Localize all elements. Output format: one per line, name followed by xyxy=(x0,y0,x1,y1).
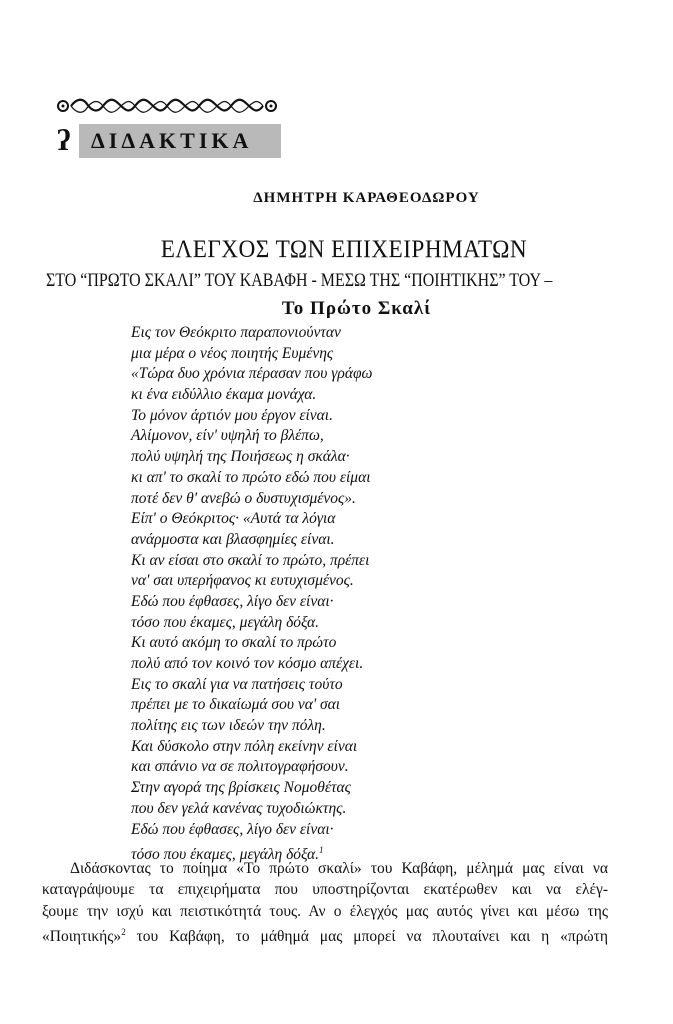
poem-line xyxy=(131,426,372,447)
poem-line-text: Είπ' ο Θεόκριτος· «Αυτά τα λόγια xyxy=(131,510,336,528)
poem-line xyxy=(131,654,372,675)
poem-line-text: ανάρμοστα και βλασφημίες είναι. xyxy=(131,530,335,548)
poem-line-text: να' σαι υπερήφανος κι ευτυχισμένος. xyxy=(131,572,354,590)
poem-line xyxy=(131,385,372,406)
poem-line xyxy=(131,613,372,634)
poem-line-text: «Τώρα δυο χρόνια πέρασαν που γράφω xyxy=(131,365,373,383)
poem-line xyxy=(131,695,372,716)
decorative-ornament-icon xyxy=(57,96,279,116)
poem-line-text: Το μόνον άρτιόν μου έργον είναι. xyxy=(131,406,333,424)
poem-line xyxy=(131,509,372,530)
poem-line-text: ποτέ δεν θ' ανεβώ ο δυστυχισμένος». xyxy=(131,489,356,507)
section-label: ΔΙΔΑΚΤΙΚΑ xyxy=(91,128,253,153)
poem-line xyxy=(131,571,372,592)
prose-line-start: «Ποιητικής» xyxy=(42,928,122,946)
footnote-ref: 2 xyxy=(121,926,126,937)
poem-line xyxy=(131,799,372,820)
article-author: ΔΗΜΗΤΡΗ ΚΑΡΑΘΕΟΔΩΡΟΥ xyxy=(253,190,480,206)
section-header xyxy=(57,124,281,158)
poem-line xyxy=(131,344,372,365)
poem-line-text: Και δύσκολο στην πόλη εκείνην είναι xyxy=(131,737,358,755)
poem-line xyxy=(131,716,372,737)
poem-line xyxy=(131,530,372,551)
poem-title: Το Πρώτο Σκαλί xyxy=(281,298,432,319)
poem-line-text: μια μέρα ο νέος ποιητής Ευμένης xyxy=(131,344,334,362)
poem-line-text: και σπάνιο να σε πολιτογραφήσουν. xyxy=(131,758,349,776)
poem-line xyxy=(131,633,372,654)
poem-line-text: πολύ από τον κοινό τον κόσμο απέχει. xyxy=(131,655,364,672)
poem-line-text: που δεν γελά κανένας τυχοδιώκτης. xyxy=(131,799,347,817)
article-subtitle: ΣΤΟ “ΠΡΩΤΟ ΣΚΑΛΙ” ΤΟΥ ΚΑΒΑΦΗ - ΜΕΣΩ ΤΗΣ “ΠΟΙΗΤΙΚΗΣ” ΤΟΥ – xyxy=(46,270,553,291)
poem-line-text: Κι αυτό ακόμη το σκαλί το πρώτο xyxy=(131,634,337,652)
poem-line xyxy=(131,757,372,778)
prose-line-tail: του Καβάφη, το μάθημά μας μπορεί να πλουταίνει και η «πρώτη xyxy=(125,928,608,946)
poem-line xyxy=(131,447,372,468)
prose-line xyxy=(42,922,608,947)
footnote-ref: 1 xyxy=(319,845,324,856)
poem-line-text: Κι αν είσαι στο σκαλί το πρώτο, πρέπει xyxy=(131,551,370,569)
poem-line xyxy=(131,592,372,613)
poem-line-text: πολύ υψηλή της Ποιήσεως η σκάλα· xyxy=(131,448,350,466)
poem-line-text: Εις τον Θεόκριτο παραπονιούνταν xyxy=(131,324,341,341)
poem-line xyxy=(131,737,372,758)
poem-line-text: κι απ' το σκαλί το πρώτο εδώ που είμαι xyxy=(131,468,371,486)
poem-line xyxy=(131,675,372,696)
prose-line: Διδάσκοντας το ποίημα «Το πρώτο σκαλί» του Καβάφη, μέλημά μας είναι να xyxy=(70,860,608,877)
poem-line xyxy=(131,468,372,489)
section-label-box xyxy=(79,124,281,158)
poem-line-text: τόσο που έκαμες, μεγάλη δόξα. xyxy=(131,846,320,864)
poem-line-text: Εδώ που έφθασες, λίγο δεν είναι· xyxy=(131,592,334,610)
poem-line xyxy=(131,551,372,572)
poem-line-text: πρέπει με το δικαίωμά σου να' σαι xyxy=(131,696,341,714)
poem-line xyxy=(131,364,372,385)
poem-line xyxy=(131,778,372,799)
poem-line-text: Εδώ που έφθασες, λίγο δεν είναι· xyxy=(131,820,334,838)
prose-line: καταγράψουμε τα επιχειρήματα που υποστηρίζονται εκατέρωθεν και να ελέγ- xyxy=(42,881,608,899)
poem-text xyxy=(131,323,373,864)
poem-line-text: Εις το σκαλί για να πατήσεις τούτο xyxy=(131,675,343,693)
poem-line-text: Αλίμονον, είν' υψηλή το βλέπω, xyxy=(131,427,324,445)
body-paragraph xyxy=(42,858,608,947)
poem-line-text: πολίτης εις των ιδεών την πόλη. xyxy=(131,717,326,735)
article-title: ΕΛΕΓΧΟΣ ΤΩΝ ΕΠΙΧΕΙΡΗΜΑΤΩΝ xyxy=(160,236,528,263)
poem-line xyxy=(131,489,372,510)
section-mark-icon: ʔ xyxy=(57,124,71,157)
poem-line-text: κι ένα ειδύλλιο έκαμα μονάχα. xyxy=(131,386,317,404)
poem-line-text: Στην αγορά της βρίσκεις Νομοθέτας xyxy=(131,779,351,797)
poem-line xyxy=(131,406,372,427)
poem-line-text: τόσο που έκαμες, μεγάλη δόξα. xyxy=(131,613,320,631)
prose-line: ξουμε την ισχύ και πειστικότητά τους. Αν ο έλεγχός μας αυτός γίνει και μέσω της xyxy=(42,902,608,920)
poem-line xyxy=(131,820,372,841)
poem-line xyxy=(131,323,372,344)
